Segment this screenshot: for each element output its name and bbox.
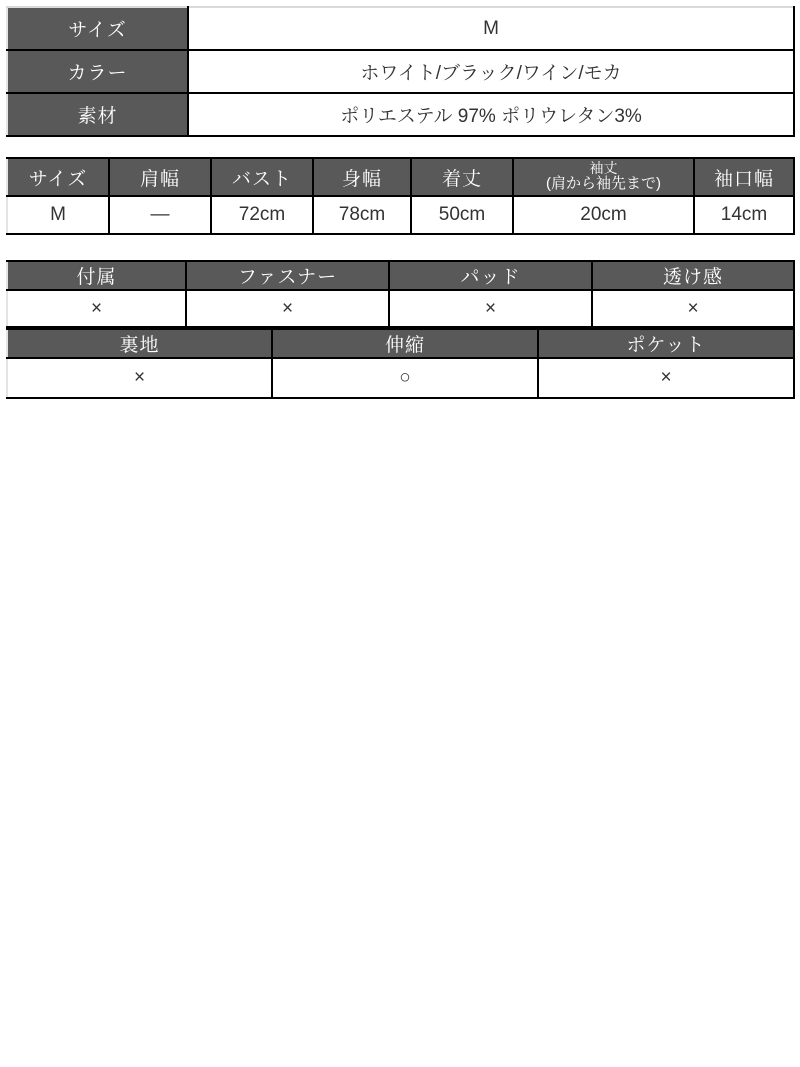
- col-header-pocket: ポケット: [538, 329, 794, 358]
- product-info-row-material: [7, 93, 794, 136]
- col-header-shoulder-width: 肩幅: [109, 158, 211, 196]
- product-info-row-color: [7, 50, 794, 93]
- product-info-table: [6, 6, 795, 137]
- features-group2-header-row: [7, 329, 794, 358]
- col-header-body-width: 身幅: [313, 158, 411, 196]
- value-stretch: ○: [272, 358, 538, 398]
- features-group2-value-row: [7, 358, 794, 398]
- sleeve-length-label: 袖丈: [589, 160, 618, 177]
- col-header-pad: パッド: [389, 261, 592, 290]
- col-header-length: 着丈: [411, 158, 513, 196]
- product-spec-sheet: [0, 0, 800, 399]
- col-header-zipper: ファスナー: [186, 261, 389, 290]
- col-header-size: サイズ: [7, 158, 109, 196]
- col-header-sleeve-length: [513, 158, 694, 196]
- measurements-table: [6, 157, 795, 235]
- value-bust: 72cm: [211, 196, 313, 234]
- value-pad: ×: [389, 290, 592, 327]
- features-table-group1: [6, 260, 795, 328]
- col-header-lining: 裏地: [7, 329, 272, 358]
- col-header-cuff-width: 袖口幅: [694, 158, 794, 196]
- color-value-cell: ホワイト/ブラック/ワイン/モカ: [188, 50, 794, 93]
- value-accessories: ×: [7, 290, 186, 327]
- value-zipper: ×: [186, 290, 389, 327]
- size-value-cell: M: [188, 7, 794, 50]
- product-info-row-size: [7, 7, 794, 50]
- value-size: M: [7, 196, 109, 234]
- value-body-width: 78cm: [313, 196, 411, 234]
- value-length: 50cm: [411, 196, 513, 234]
- measurements-value-row: [7, 196, 794, 234]
- value-shoulder-width: —: [109, 196, 211, 234]
- measurements-header-row: [7, 158, 794, 196]
- features-group1-value-row: [7, 290, 794, 327]
- material-value-cell: ポリエステル 97% ポリウレタン3%: [188, 93, 794, 136]
- col-header-accessories: 付属: [7, 261, 186, 290]
- size-label-cell: サイズ: [7, 7, 188, 50]
- color-label-cell: カラー: [7, 50, 188, 93]
- features-table-group2: [6, 328, 795, 399]
- value-cuff-width: 14cm: [694, 196, 794, 234]
- col-header-bust: バスト: [211, 158, 313, 196]
- value-lining: ×: [7, 358, 272, 398]
- value-sleeve-length: 20cm: [513, 196, 694, 234]
- material-label-cell: 素材: [7, 93, 188, 136]
- features-group1-header-row: [7, 261, 794, 290]
- sleeve-length-note: (肩から袖先まで): [546, 175, 661, 193]
- col-header-stretch: 伸縮: [272, 329, 538, 358]
- value-sheerness: ×: [592, 290, 794, 327]
- value-pocket: ×: [538, 358, 794, 398]
- col-header-sheerness: 透け感: [592, 261, 794, 290]
